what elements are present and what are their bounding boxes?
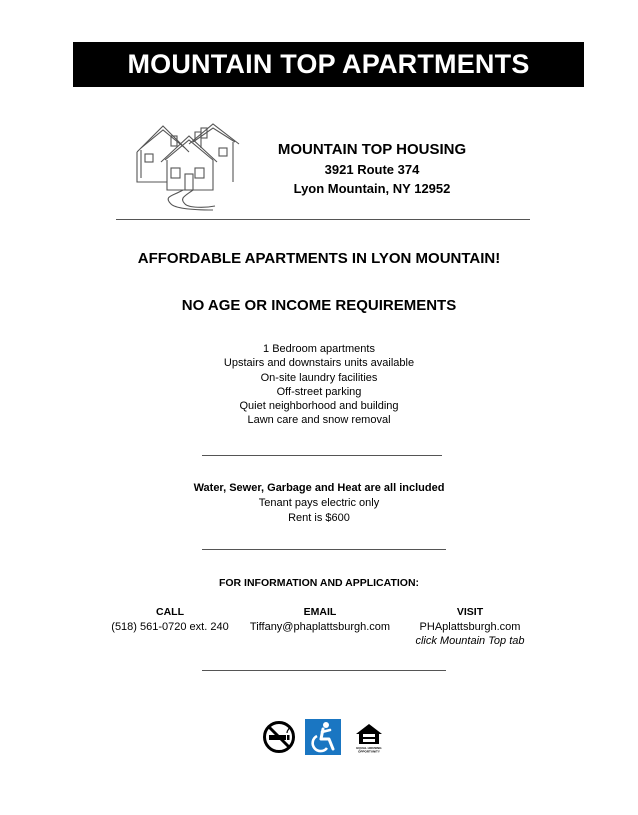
divider-mid-2 — [202, 549, 446, 550]
website-link[interactable]: PHAplattsburgh.com — [419, 620, 521, 633]
headline-affordable: AFFORDABLE APARTMENTS IN LYON MOUNTAIN! — [137, 250, 501, 267]
equal-housing-text-line: OPPORTUNITY — [358, 749, 380, 754]
no-smoking-icon — [262, 720, 296, 754]
rent-price: Rent is $600 — [288, 511, 350, 524]
call-label: CALL — [156, 606, 184, 618]
equal-housing-opportunity-icon — [352, 720, 386, 754]
feature-item: 1 Bedroom apartments — [263, 343, 375, 355]
houses-logo-icon — [133, 120, 243, 212]
feature-item: Upstairs and downstairs units available — [223, 357, 415, 370]
contact-visit — [405, 605, 535, 649]
info-heading: FOR INFORMATION AND APPLICATION: — [218, 577, 420, 589]
accessibility-icon — [305, 719, 341, 755]
headline-requirements: NO AGE OR INCOME REQUIREMENTS — [181, 297, 457, 314]
features-list — [0, 342, 638, 428]
feature-item: Off-street parking — [276, 385, 362, 398]
visit-label: VISIT — [456, 606, 484, 618]
feature-item: On-site laundry facilities — [260, 371, 378, 384]
contact-call — [100, 605, 240, 634]
website-note: click Mountain Top tab — [415, 635, 525, 647]
feature-item: Lawn care and snow removal — [247, 414, 391, 427]
org-name: MOUNTAIN TOP HOUSING — [277, 141, 467, 158]
page-title: MOUNTAIN TOP APARTMENTS — [127, 49, 530, 79]
org-address — [252, 140, 492, 198]
electric-note: Tenant pays electric only — [258, 496, 380, 509]
divider-bottom — [202, 670, 446, 671]
email-address[interactable]: Tiffany@phaplattsburgh.com — [249, 620, 391, 633]
feature-item: Quiet neighborhood and building — [239, 400, 399, 413]
org-city: Lyon Mountain, NY 12952 — [293, 181, 451, 196]
utilities-included: Water, Sewer, Garbage and Heat are all included — [193, 482, 445, 494]
org-street: 3921 Route 374 — [324, 162, 420, 177]
call-phone[interactable]: (518) 561-0720 ext. 240 — [111, 620, 229, 633]
divider-top — [116, 219, 530, 220]
divider-mid-1 — [202, 455, 442, 456]
email-label: EMAIL — [303, 606, 337, 618]
included-section — [0, 481, 638, 525]
title-banner — [73, 42, 584, 87]
contact-email — [245, 605, 395, 634]
equal-housing-text-line: EQUAL HOUSING — [356, 746, 382, 750]
